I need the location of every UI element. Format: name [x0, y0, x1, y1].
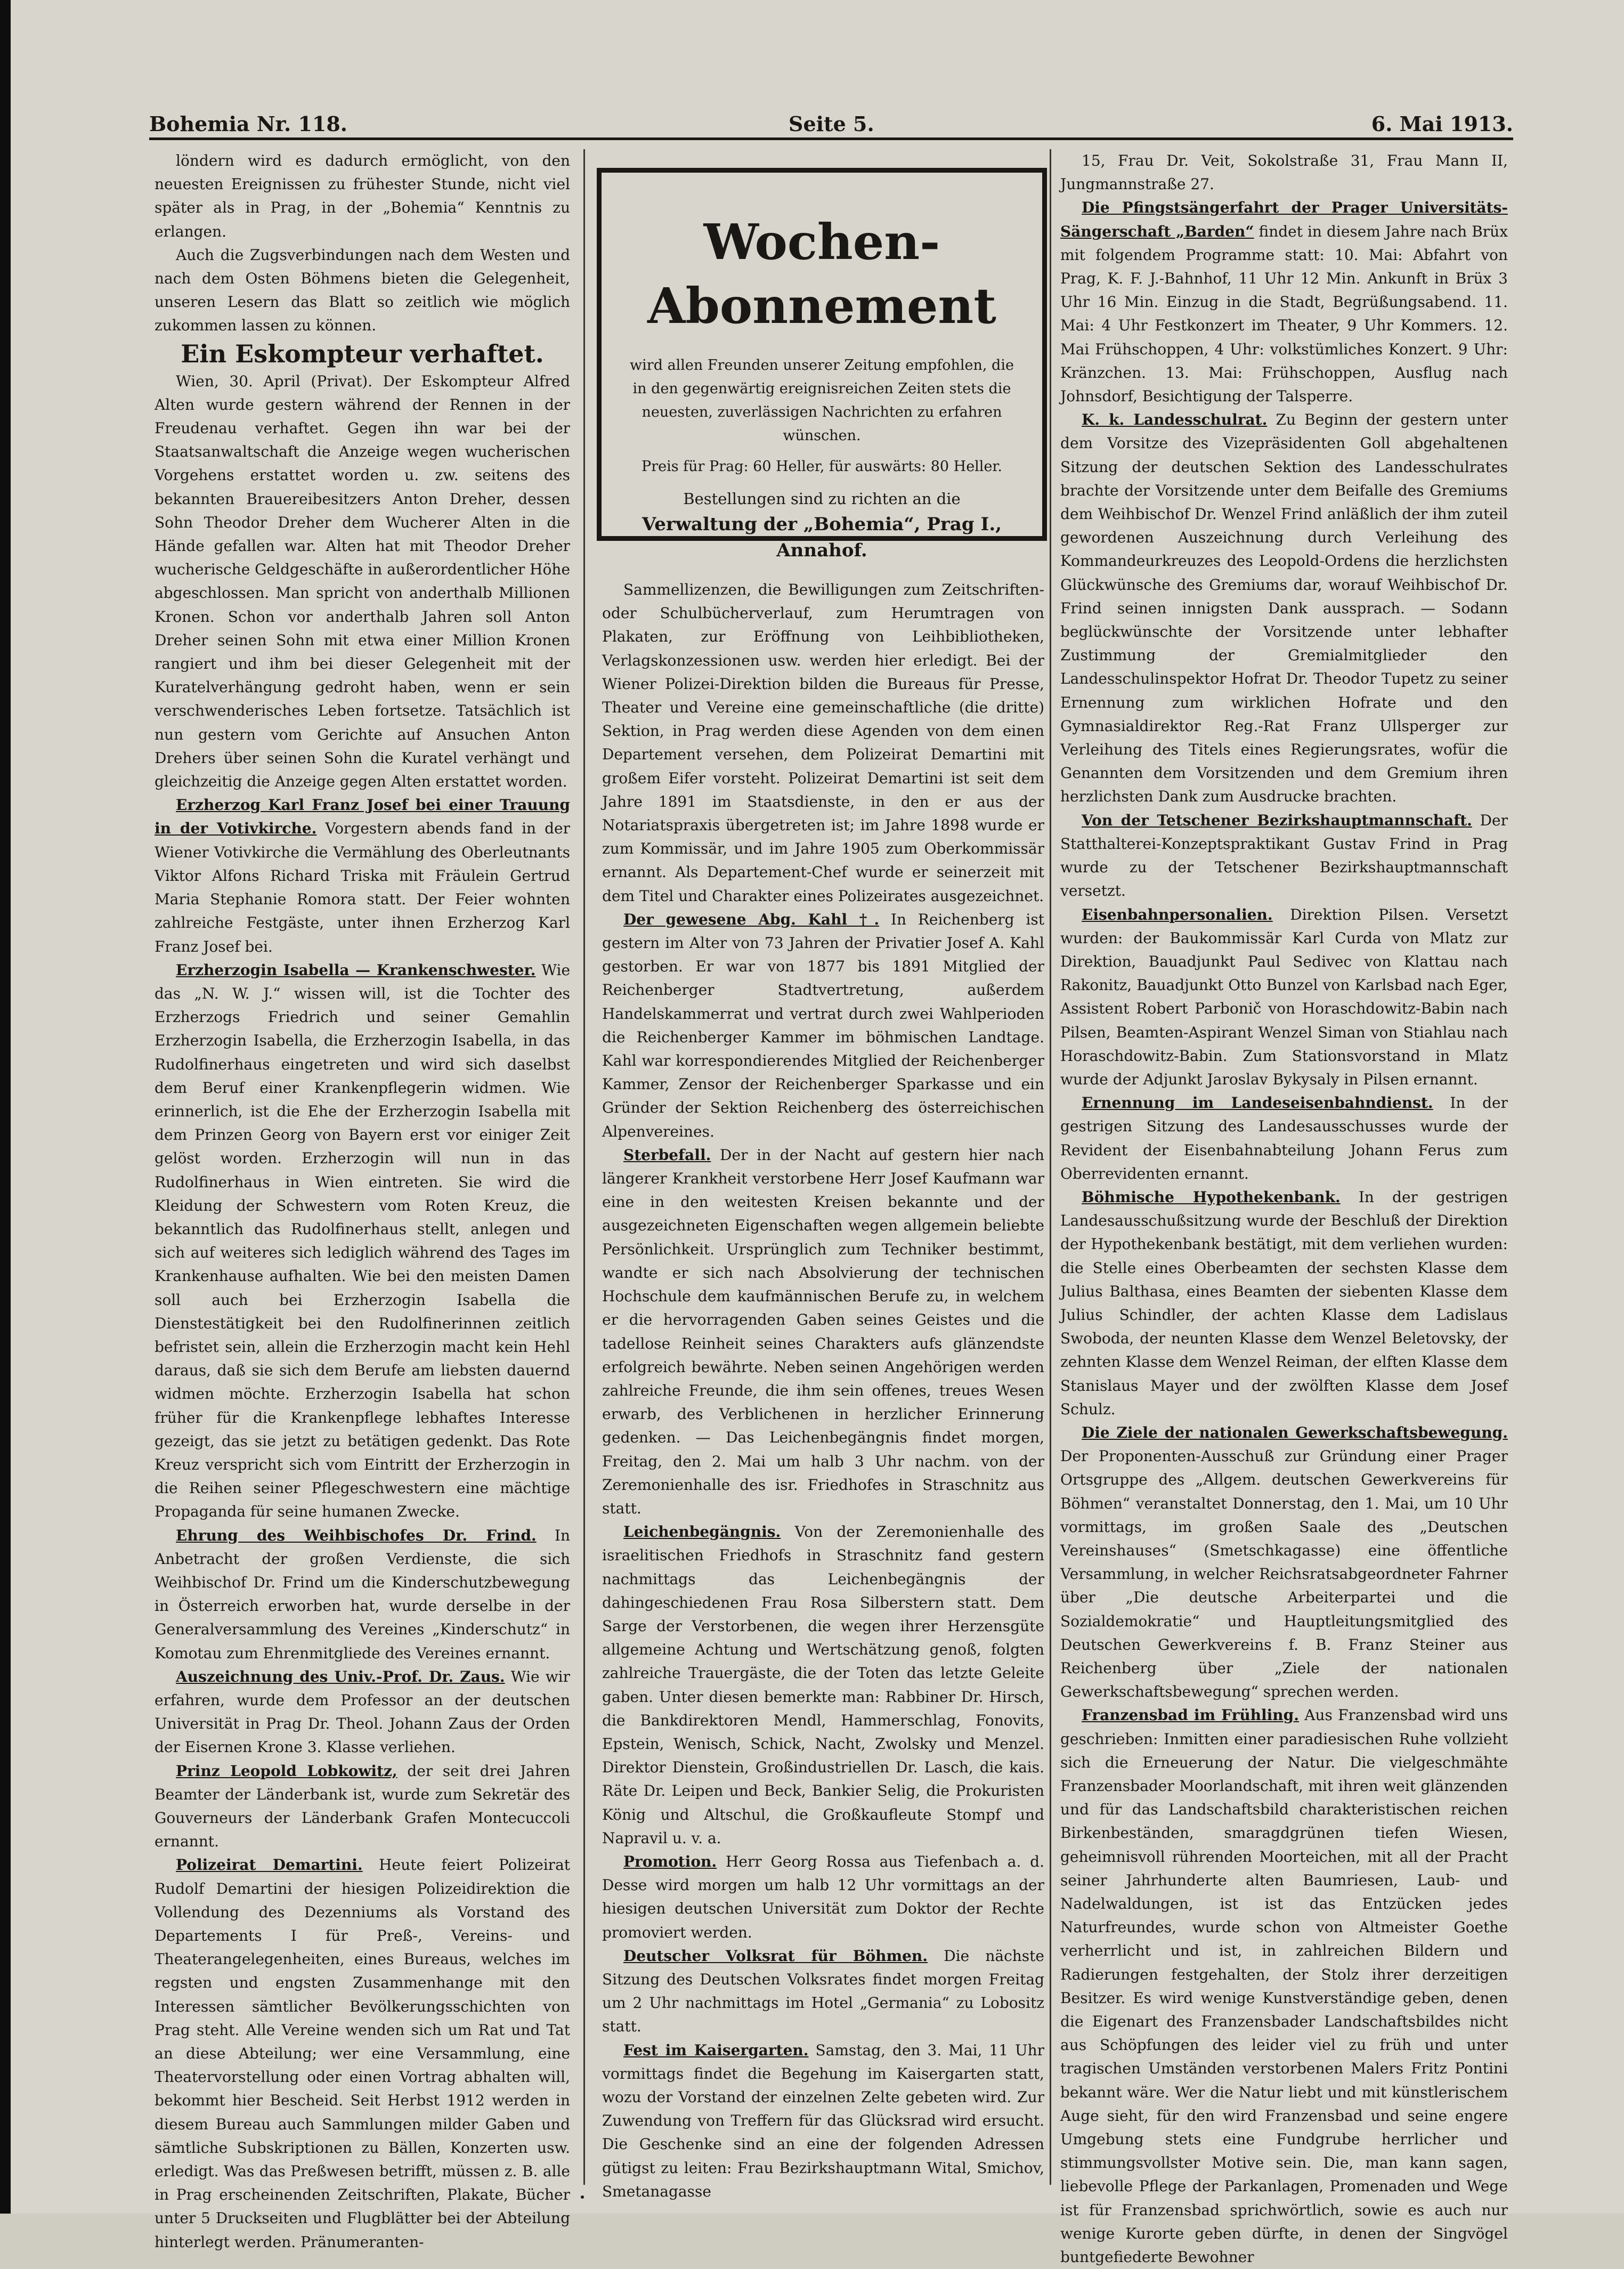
paragraph: Auch die Zugsverbindungen nach dem Westen und nach dem Osten Böhmens bieten die Gelegenheit, unseren Lesern das Blatt so zeitlich wie möglich zukommen lassen zu können. — [155, 246, 570, 335]
item-text: Heute feiert Polizeirat Rudolf Demartini der hiesigen Polizeidirektion die Vollendung des Dezenniums als Vorstand des Departements I für Preß-, Vereins- und Theaterangelegenheiten, eines Bureaus, welches im regsten und engsten Zusammenhange mit den Interessen sämtlicher Bevölkerungsschichten von Prag steht. Alle Vereine wenden sich um Rat und Tat an diese Abteilung; wer eine Versammlung, eine Theatervorstellung oder einen Vortrag abhalten will, bekommt hier Bescheid. Seit Herbst 1912 werden in diesem Bureau auch Sammlungen milder Gaben und sämtliche Subskriptionen zu Bällen, Konzerten usw. erledigt. Was das Preßwesen betrifft, müssen z. B. alle in Prag erscheinenden Zeitschriften, Plakate, Bücher unter 5 Druckseiten und Flugblätter bei der Abteilung hinterlegt werden. Pränumeranten- — [155, 1856, 571, 2251]
ad-order-lead: Bestellungen sind zu richten an die — [683, 490, 961, 508]
ink-dot — [581, 2195, 584, 2199]
item-text: Samstag, den 3. Mai, 11 Uhr vormittags findet die Begehung im Kaisergarten statt, wozu der Vorstand der einzelnen Zelte gebeten wird. Zur Zuwendung von Treffern für das Glücksrad wird ersucht. Die Geschenke sind an eine der folgenden Adressen gütigst zu leiten: Frau Bezirkshauptmann Wital, Smichov, Smetanagasse — [602, 2041, 1045, 2200]
item-heading: Fest im Kaisergarten. — [623, 2041, 809, 2059]
header-page-number: Seite 5. — [789, 112, 874, 136]
ad-title: Wochen-Abonnement — [647, 213, 996, 335]
subscription-ad — [597, 168, 1047, 561]
item-heading: Deutscher Volksrat für Böhmen. — [623, 1947, 928, 1965]
item-heading: Franzensbad im Frühling. — [1082, 1706, 1299, 1724]
item-text: Aus Franzensbad wird uns geschrieben: Inmitten einer paradiesischen Ruhe vollzieht sich die Erneuerung der Natur. Die vielgeschmähte Franzensbader Moorlandschaft, mit ihren weit glänzenden und für das Landschaftsbild charakteristischen reichen Birkenbeständen, smaragdgrünen tiefen Wiesen, geheimnisvoll rührenden Moorteichen, mit all der Pracht seiner Jahrhunderte alten Baumriesen, Laub- und Nadelwaldungen, ist ist das Entzücken jedes Naturfreundes, wurde schon von Altmeister Goethe verherrlicht und ist, in zahlreichen Bildern und Radierungen festgehalten, der Stolz ihrer derzeitigen Besitzer. Es wird wenige Kunstverständige geben, denen die Eigenart des Franzensbader Landschaftsbildes nicht aus Schöpfungen des leider viel zu früh und unter tragischen Umständen verstorbenen Malers Fritz Pontini bekannt wäre. Wer die Natur liebt und mit künstlerischem Auge sieht, für den wird Franzensbad und seine engere Umgebung stets eine Fundgrube herrlicher und stimmungsvollster Motive sein. Die, man kann sagen, liebevolle Pflege der Parkanlagen, Promenaden und Wege ist für Franzensbad sprichwörtlich, sowie es auch nur wenige Kurorte geben dürfte, in denen der Singvögel buntgefiederte Bewohner — [1060, 1706, 1508, 2266]
item-heading: Erzherzog Karl Franz Josef bei einer Trauung in der Votivkirche. — [155, 796, 570, 838]
item-heading: Ernennung im Landeseisenbahndienst. — [1082, 1094, 1433, 1112]
ad-price: Preis für Prag: 60 Heller, für auswärts: 80 Heller. — [642, 458, 1002, 475]
item-text: Wie das „N. W. J.“ wissen will, ist die Tochter des Erzherzogs Friedrich und seiner Gemahlin Erzherzogin Isabella, die Erzherzogin Isabella, in das Rudolfinerhaus eingetreten und wird sich daselbst dem Beruf einer Krankenpflegerin widmen. Wie erinnerlich, ist die Ehe der Erzherzogin Isabella mit dem Prinzen Georg von Bayern erst vor einiger Zeit gelöst worden. Erzherzogin will nun in das Rudolfinerhaus in Wien eintreten. Sie wird die Kleidung der Schwestern vom Roten Kreuz, die bekanntlich das Rudolfinerhaus stellt, anlegen und sich auf weiteres sich lediglich während des Tages im Krankenhause aufhalten. Wie bei den meisten Damen soll auch bei Erzherzogin Isabella die Dienstestätigkeit bei den Rudolfinerinnen zeitlich befristet sein, allein die Erzherzogin macht kein Hehl daraus, daß sie sich dem Berufe am liebsten dauernd widmen möchte. Erzherzogin Isabella hat schon früher für die Krankenpflege lebhaftes Interesse gezeigt, das sie jetzt zu betätigen gedenkt. Das Rote Kreuz verspricht sich vom Eintritt der Erzherzogin in die Reihen seiner Pflegeschwestern eine mächtige Propaganda für seine humanen Zwecke. — [155, 961, 571, 1521]
item-text: In der gestrigen Sitzung des Landesausschusses wurde der Revident der Eisenbahnabteilung Johann Ferus zum Oberrevidenten ernannt. — [1060, 1094, 1508, 1182]
ad-order-address: Verwaltung der „Bohemia“, Prag I., Annahof. — [642, 514, 1002, 561]
item-heading: K. k. Landesschulrat. — [1082, 411, 1268, 429]
item-heading: Polizeirat Demartini. — [176, 1856, 363, 1874]
item-text: Der in der Nacht auf gestern hier nach längerer Krankheit verstorbene Herr Josef Kaufmann war eine in den weitesten Kreisen bekannte und der ausgezeichneten Eigenschaften wegen allgemein beliebte Persönlichkeit. Ursprünglich zum Techniker bestimmt, wandte er sich nach Absolvierung der technischen Hochschule dem kaufmännischen Berufe zu, in welchem er die hervorragenden Gaben seines Geistes und die tadellose Reinheit seines Charakters aufs glänzendste erfolgreich bewährte. Neben seinen Angehörigen werden zahlreiche Freunde, die ihm sein offenes, treues Wesen erwarb, des Verblichenen in herzlicher Erinnerung gedenken. — Das Leichenbegängnis findet morgen, Freitag, den 2. Mai um halb 3 Uhr nachm. von der Zeremonienhalle des isr. Friedhofes in Straschnitz aus statt. — [602, 1146, 1045, 1517]
ad-order — [623, 486, 1021, 564]
paragraph: löndern wird es dadurch ermöglicht, von den neuesten Ereignissen zu frühester Stunde, nicht viel später als in Prag, in der „Bohemia“ Kenntnis zu erlangen. — [155, 152, 570, 240]
column-2 — [602, 578, 1045, 2200]
article-headline: Ein Eskompteur verhaftet. — [181, 339, 544, 368]
item-heading: Böhmische Hypothekenbank. — [1082, 1188, 1341, 1206]
item-text: Vorgestern abends fand in der Wiener Votivkirche die Vermählung des Oberleutnants Viktor Alfons Richard Triska mit Fräulein Gertrud Maria Stephanie Romora statt. Der Feier wohnten zahlreiche Festgäste, unter ihnen Erzherzog Karl Franz Josef bei. — [155, 820, 571, 955]
item-heading: Prinz Leopold Lobkowitz, — [176, 1762, 397, 1780]
item-heading: Die Pfingstsängerfahrt der Prager Universitäts-Sängerschaft „Barden“ — [1060, 199, 1508, 240]
item-heading: Erzherzogin Isabella — Krankenschwester. — [176, 961, 536, 979]
item-text: Zu Beginn der gestern unter dem Vorsitze des Vizepräsidenten Goll abgehaltenen Sitzung der deutschen Sektion des Landesschulrates brachte der Vorsitzende unter dem Beifalle des Gremiums dem Weihbischof Dr. Wenzel Frind anläßlich der ihm zuteil gewordenen Auszeichnung durch Verleihung des Kommandeurkreuzes des Leopold-Ordens die herzlichsten Glückwünsche des Gremiums dar, worauf Weihbischof Dr. Frind seinen innigsten Dank aussprach. — Sodann beglückwünschte der Vorsitzende unter lebhafter Zustimmung der Gremialmitglieder den Landesschulinspektor Hofrat Dr. Theodor Tupetz zu seiner Ernennung zum wirklichen Hofrate und den Gymnasialdirektor Reg.-Rat Franz Ullsperger zur Verleihung des Titels eines Regierungsrates, wofür die Genannten dem Vorsitzenden und dem Gremium ihren herzlichsten Dank zum Ausdrucke brachten. — [1060, 411, 1508, 806]
item-text: Der Statthalterei-Konzeptspraktikant Gustav Frind in Prag wurde zu der Tetschener Bezirkshauptmannschaft versetzt. — [1060, 811, 1508, 900]
item-heading: Der gewesene Abg. Kahl †. — [623, 910, 880, 928]
paragraph: Sammellizenzen, die Bewilligungen zum Zeitschriften- oder Schulbücherverlauf, zum Herumtragen von Plakaten, zur Eröffnung von Leihbibliotheken, Verlagskonzessionen usw. werden hier erledigt. Bei der Wiener Polizei-Direktion bilden die Bureaus für Presse, Theater und Vereine eine gemeinschaftliche (die dritte) Sektion, in Prag werden diese Agenden von dem einen Departement versehen, dem Polizeirat Demartini mit großem Eifer vorsteht. Polizeirat Demartini ist seit dem Jahre 1891 im Staatsdienste, in den er aus der Notariatspraxis übergetreten ist; im Jahre 1898 wurde er zum Kommissär, und im Jahre 1905 zum Oberkommissär ernannt. Als Departement-Chef wurde er seinerzeit mit dem Titel und Charakter eines Polizeirates ausgezeichnet. — [602, 581, 1044, 905]
header-issue: Bohemia Nr. 118. — [149, 112, 348, 136]
item-text: Herr Georg Rossa aus Tiefenbach a. d. Desse wird morgen um halb 12 Uhr vormittags an der hiesigen deutschen Universität zum Doktor der Rechte promoviert werden. — [602, 1852, 1044, 1941]
column-rule-1 — [583, 149, 585, 2185]
item-text: Die nächste Sitzung des Deutschen Volksrates findet morgen Freitag um 2 Uhr nachmittags im Hotel „Germania“ zu Lobositz statt. — [602, 1947, 1044, 2036]
item-text: Der Proponenten-Ausschuß zur Gründung einer Prager Ortsgruppe des „Allgem. deutschen Gewerkvereins für Böhmen“ veranstaltet Donnerstag, den 1. Mai, um 10 Uhr vormittags, im großen Saale des „Deutschen Vereinshauses“ (Smetschkagasse) eine öffentliche Versammlung, in welcher Reichsratsabgeordneter Fahrner über „Die deutsche Arbeiterpartei und die Sozialdemokratie“ und Hauptleitungsmitglied des Deutschen Gewerkvereins f. B. Franz Steiner aus Reichenberg über „Ziele der nationalen Gewerkschaftsbewegung“ sprechen werden. — [1060, 1447, 1508, 1701]
ad-text: wird allen Freunden unserer Zeitung empfohlen, die in den gegenwärtig ereignisreichen Zeiten stets die neuesten, zuverlässigen Nachrichten zu erfahren wünschen. — [630, 357, 1014, 444]
item-text: der seit drei Jahren Beamter der Länderbank ist, wurde zum Sekretär des Gouverneurs der Länderbank Grafen Montecuccoli ernannt. — [155, 1762, 570, 1851]
item-heading: Von der Tetschener Bezirkshauptmannschaft. — [1082, 811, 1472, 829]
column-rule-2 — [1050, 149, 1051, 2185]
header-date: 6. Mai 1913. — [1371, 112, 1513, 136]
item-text: Direktion Pilsen. Versetzt wurden: der Baukommissär Karl Curda von Mlatz zur Direktion, Bauadjunkt Paul Sedivec von Klattau nach Rakonitz, Bauadjunkt Otto Bunzel von Karlsbad nach Eger, Assistent Robert Parbonič von Horaschdowitz-Babin nach Pilsen, Beamten-Aspirant Wenzel Siman von Stiahlau nach Horaschdowitz-Babin. Zum Stationsvorstand in Mlatz wurde der Adjunkt Jaroslav Bykysaly in Pilsen ernannt. — [1060, 905, 1508, 1088]
item-heading: Leichenbegängnis. — [623, 1523, 781, 1541]
item-text: Wie wir erfahren, wurde dem Professor an der deutschen Universität in Prag Dr. Theol. Johann Zaus der Orden der Eisernen Krone 3. Klasse verliehen. — [155, 1667, 571, 1756]
item-heading: Eisenbahnpersonalien. — [1082, 905, 1273, 923]
item-heading: Promotion. — [623, 1852, 717, 1870]
paragraph: Wien, 30. April (Privat). Der Eskompteur Alfred Alten wurde gestern während der Rennen in der Freudenau verhaftet. Gegen ihn war bei der Staatsanwaltschaft die Anzeige wegen wucherischen Vorgehens erstattet worden u. zw. seitens des bekannten Brauereibesitzers Anton Dreher, dessen Sohn Theodor Dreher dem Wucherer Alten in die Hände gefallen war. Alten hat mit Theodor Dreher wucherische Geldgeschäfte in außerordentlicher Höhe abgeschlossen. Man spricht von anderthalb Millionen Kronen. Schon vor anderthalb Jahren soll Anton Dreher seinen Sohn mit etwa einer Million Kronen rangiert und ihm bei dieser Gelegenheit mit der Kuratelverhängung gedroht haben, wenn er sein verschwenderisches Leben fortsetze. Tatsächlich ist nun gestern vom Gerichte auf Ansuchen Anton Drehers über seinen Sohn die Kuratel verhängt und gleichzeitig die Anzeige gegen Alten erstattet worden. — [155, 372, 571, 791]
item-text: In Anbetracht der großen Verdienste, die sich Weihbischof Dr. Frind um die Kinderschutzbewegung in Österreich erworben hat, wurde derselbe in der Generalversammlung des Vereines „Kinderschutz“ in Komotau zum Ehrenmitgliede des Vereines ernannt. — [155, 1526, 571, 1662]
header-rule — [149, 137, 1513, 140]
item-heading: Ehrung des Weihbischofes Dr. Frind. — [176, 1526, 537, 1544]
item-heading: Sterbefall. — [623, 1146, 711, 1164]
column-3 — [1060, 149, 1508, 2266]
scan-edge — [0, 0, 11, 2214]
column-1 — [155, 149, 571, 2251]
item-text: In Reichenberg ist gestern im Alter von 73 Jahren der Privatier Josef A. Kahl gestorben. Er war von 1877 bis 1891 Mitglied der Reichenberger Stadtvertretung, außerdem Handelskammerrat und vertrat durch zwei Wahlperioden die Reichenberger Kammer im böhmischen Landtage. Kahl war korrespondierendes Mitglied der Reichenberger Kammer, Zensor der Reichenberger Sparkasse und ein Gründer der Sektion Reichenberg des österreichischen Alpenvereines. — [602, 910, 1044, 1140]
paragraph: 15, Frau Dr. Veit, Sokolstraße 31, Frau Mann II, Jungmannstraße 27. — [1060, 152, 1508, 193]
item-heading: Auszeichnung des Univ.-Prof. Dr. Zaus. — [176, 1667, 505, 1685]
item-text: In der gestrigen Landesausschußsitzung wurde der Beschluß der Direktion der Hypothekenbank bestätigt, mit dem verliehen wurden: die Stelle eines Oberbeamten der sechsten Klasse dem Julius Balthasa, eines Beamten der siebenten Klasse dem Julius Schindler, der achten Klasse dem Ladislaus Swoboda, der neunten Klasse dem Wenzel Beletovsky, der zehnten Klasse dem Wenzel Reiman, der elften Klasse dem Stanislaus Mayer und der zwölften Klasse dem Josef Schulz. — [1060, 1188, 1508, 1418]
item-text: Von der Zeremonienhalle des israelitischen Friedhofs in Straschnitz fand gestern nachmittags das Leichenbegängnis der dahingeschiedenen Frau Rosa Silberstern statt. Dem Sarge der Verstorbenen, die wegen ihrer Herzensgüte allgemeine Achtung und Wertschätzung genoß, folgten zahlreiche Trauergäste, die der Toten das letzte Geleite gaben. Unter diesen bemerkte man: Rabbiner Dr. Hirsch, die Bankdirektoren Mendl, Hammerschlag, Fonovits, Epstein, Wenisch, Schick, Nacht, Zwolsky und Menzel. Direktor Dienstein, Großindustriellen Dr. Lasch, die kais. Räte Dr. Leipen und Beck, Bankier Selig, die Prokuristen König und Altschul, die Großkaufleute Stompf und Napravil u. v. a. — [602, 1523, 1044, 1847]
item-text: findet in diesem Jahre nach Brüx mit folgendem Programme statt: 10. Mai: Abfahrt von Prag, K. F. J.-Bahnhof, 11 Uhr 12 Min. Ankunft in Brüx 3 Uhr 16 Min. Einzug in die Stadt, Begrüßungsabend. 11. Mai: 4 Uhr Festkonzert im Theater, 9 Uhr Kommers. 12. Mai Frühschoppen, 4 Uhr: volkstümliches Konzert. 9 Uhr: Kränzchen. 13. Mai: Frühschoppen, Ausflug nach Johnsdorf, Besichtigung der Talsperre. — [1060, 222, 1508, 406]
item-heading: Die Ziele der nationalen Gewerkschaftsbewegung. — [1082, 1423, 1508, 1441]
